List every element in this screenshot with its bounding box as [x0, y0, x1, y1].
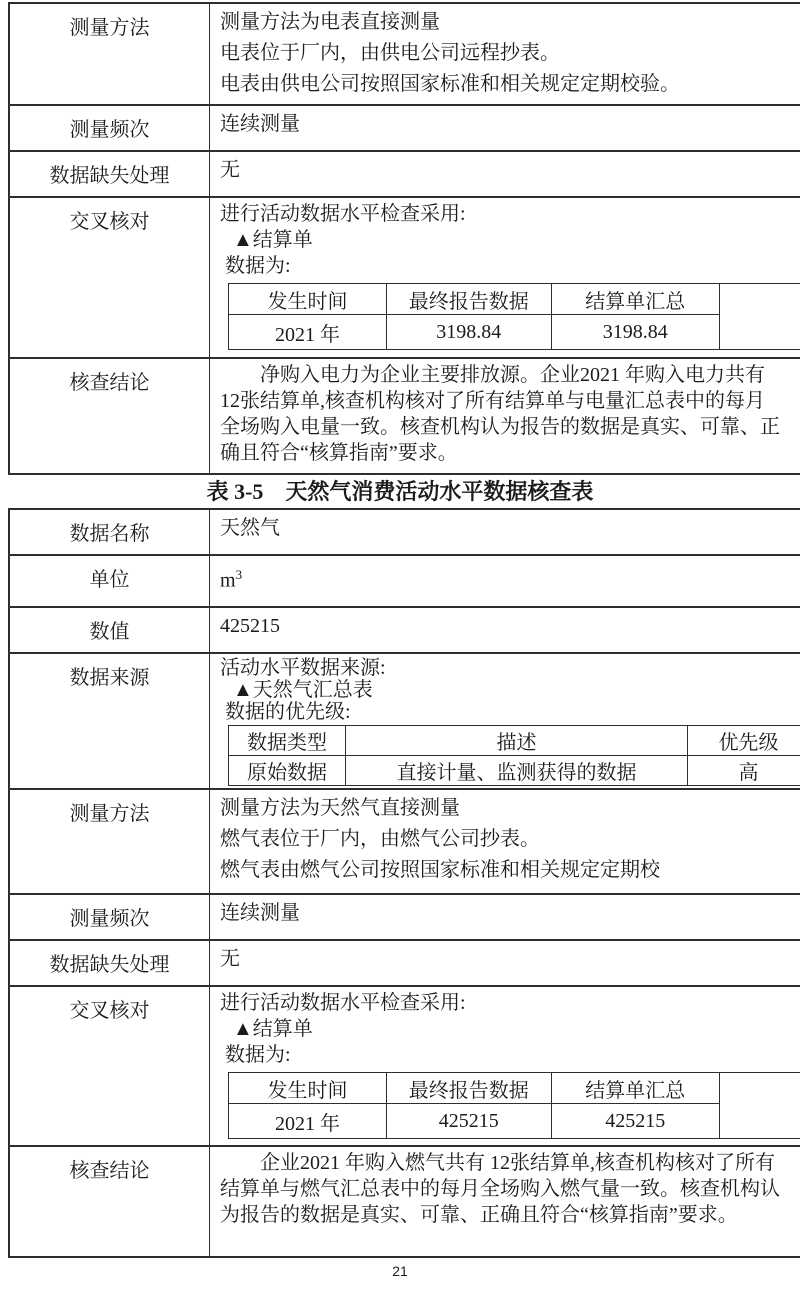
cross-check-table	[228, 1072, 800, 1139]
cross-check-table	[228, 283, 800, 350]
table-row	[9, 894, 800, 940]
table-row	[9, 789, 800, 894]
gas-table-title: 表 3-5 天然气消费活动水平数据核查表	[0, 475, 800, 508]
cross-check-empty-cell	[719, 1073, 800, 1139]
row-label-measurement-frequency: 测量频次	[9, 105, 210, 151]
table-row	[9, 555, 800, 607]
row-label-measurement-method: 测量方法	[9, 3, 210, 105]
data-name-cell	[210, 509, 800, 555]
measurement-method-line: 测量方法为电表直接测量	[220, 7, 800, 38]
table-row	[9, 358, 800, 474]
row-label-data-source: 数据来源	[9, 653, 210, 789]
conclusion-line: 为报告的数据是真实、可靠、正确且符合“核算指南”要求。	[220, 1202, 800, 1228]
unit-superscript: 3	[236, 567, 243, 582]
measurement-method-cell	[210, 3, 800, 105]
cross-check-value-cell: 3198.84	[386, 315, 551, 350]
table-row	[9, 607, 800, 653]
conclusion-line: 确且符合“核算指南”要求。	[220, 440, 800, 466]
unit-base: m	[220, 570, 236, 592]
table-row	[9, 509, 800, 555]
measurement-method-cell	[210, 789, 800, 894]
cross-check-header-row	[229, 1073, 800, 1104]
missing-data-value: 无	[220, 155, 800, 186]
unit-value	[220, 559, 800, 597]
row-label-cross-check: 交叉核对	[9, 986, 210, 1146]
missing-data-cell	[210, 151, 800, 197]
cross-check-intro: 进行活动数据水平检查采用:	[220, 990, 800, 1016]
cross-check-data-label: 数据为:	[220, 253, 800, 279]
measurement-frequency-cell	[210, 105, 800, 151]
priority-value-row	[229, 756, 800, 786]
cross-check-header-cell: 最终报告数据	[387, 1073, 552, 1104]
row-label-conclusion: 核查结论	[9, 358, 210, 474]
priority-value-cell: 高	[687, 756, 800, 786]
priority-header-row	[229, 726, 800, 756]
priority-caption: 数据的优先级:	[220, 701, 800, 723]
gas-verification-table	[8, 508, 800, 1258]
measurement-method-line: 燃气表由燃气公司按照国家标准和相关规定定期校	[220, 855, 800, 886]
row-label-missing-data: 数据缺失处理	[9, 151, 210, 197]
priority-header-cell: 数据类型	[229, 726, 346, 756]
cross-check-value-row	[229, 1104, 800, 1139]
table-row	[9, 3, 800, 105]
conclusion-line: 12张结算单,核查机构核对了所有结算单与电量汇总表中的每月	[220, 388, 800, 414]
cross-check-header-cell: 最终报告数据	[386, 284, 551, 315]
cross-check-value-cell: 3198.84	[551, 315, 719, 350]
row-label-measurement-method: 测量方法	[9, 789, 210, 894]
cross-check-value-cell: 425215	[387, 1104, 552, 1139]
row-label-measurement-frequency: 测量频次	[9, 894, 210, 940]
priority-value-cell: 原始数据	[229, 756, 346, 786]
cross-check-header-cell: 发生时间	[229, 284, 387, 315]
table-row	[9, 940, 800, 986]
marker-item: ▲结算单	[220, 227, 800, 253]
table-row	[9, 986, 800, 1146]
cross-check-header-cell: 发生时间	[229, 1073, 387, 1104]
cross-check-header-cell: 结算单汇总	[551, 1073, 719, 1104]
table-row	[9, 653, 800, 789]
row-label-missing-data: 数据缺失处理	[9, 940, 210, 986]
conclusion-line: 全场购入电量一致。核查机构认为报告的数据是真实、可靠、正	[220, 414, 800, 440]
measurement-method-line: 电表由供电公司按照国家标准和相关规定定期校验。	[220, 69, 800, 100]
row-label-cross-check: 交叉核对	[9, 197, 210, 358]
marker-item: ▲天然气汇总表	[220, 679, 800, 701]
row-label-conclusion: 核查结论	[9, 1146, 210, 1257]
measurement-method-line: 测量方法为天然气直接测量	[220, 793, 800, 824]
cross-check-value-cell: 2021 年	[229, 315, 387, 350]
cross-check-value-cell: 425215	[551, 1104, 719, 1139]
priority-table	[228, 725, 800, 786]
measurement-frequency-value: 连续测量	[220, 898, 800, 929]
conclusion-cell	[210, 1146, 800, 1257]
electricity-verification-table	[8, 2, 800, 475]
conclusion-line: 净购入电力为企业主要排放源。企业2021 年购入电力共有	[220, 362, 800, 388]
table-row	[9, 197, 800, 358]
missing-data-value: 无	[220, 944, 800, 975]
row-label-value: 数值	[9, 607, 210, 653]
value-number: 425215	[220, 611, 800, 642]
measurement-frequency-cell	[210, 894, 800, 940]
row-label-data-name: 数据名称	[9, 509, 210, 555]
conclusion-cell	[210, 358, 800, 474]
data-source-intro: 活动水平数据来源:	[220, 657, 800, 679]
measurement-frequency-value: 连续测量	[220, 109, 800, 140]
cross-check-header-cell: 结算单汇总	[551, 284, 719, 315]
data-name-value: 天然气	[220, 513, 800, 544]
cross-check-header-row	[229, 284, 800, 315]
missing-data-cell	[210, 940, 800, 986]
cross-check-cell	[210, 197, 800, 358]
cross-check-empty-cell	[720, 284, 800, 350]
measurement-method-line: 电表位于厂内，由供电公司远程抄表。	[220, 38, 800, 69]
cross-check-value-cell: 2021 年	[229, 1104, 387, 1139]
document-page	[0, 2, 800, 1290]
table-row	[9, 151, 800, 197]
page-number: 21	[0, 1263, 800, 1279]
unit-cell	[210, 555, 800, 607]
priority-value-cell: 直接计量、监测获得的数据	[346, 756, 688, 786]
cross-check-value-row	[229, 315, 800, 350]
priority-header-cell: 优先级	[687, 726, 800, 756]
cross-check-intro: 进行活动数据水平检查采用:	[220, 201, 800, 227]
table-row	[9, 105, 800, 151]
conclusion-line: 企业2021 年购入燃气共有 12张结算单,核查机构核对了所有	[220, 1150, 800, 1176]
priority-header-cell: 描述	[346, 726, 688, 756]
cross-check-cell	[210, 986, 800, 1146]
table-row	[9, 1146, 800, 1257]
data-source-cell	[210, 653, 800, 789]
row-label-unit: 单位	[9, 555, 210, 607]
marker-item: ▲结算单	[220, 1016, 800, 1042]
conclusion-line: 结算单与燃气汇总表中的每月全场购入燃气量一致。核查机构认	[220, 1176, 800, 1202]
value-cell	[210, 607, 800, 653]
measurement-method-line: 燃气表位于厂内，由燃气公司抄表。	[220, 824, 800, 855]
cross-check-data-label: 数据为:	[220, 1042, 800, 1068]
